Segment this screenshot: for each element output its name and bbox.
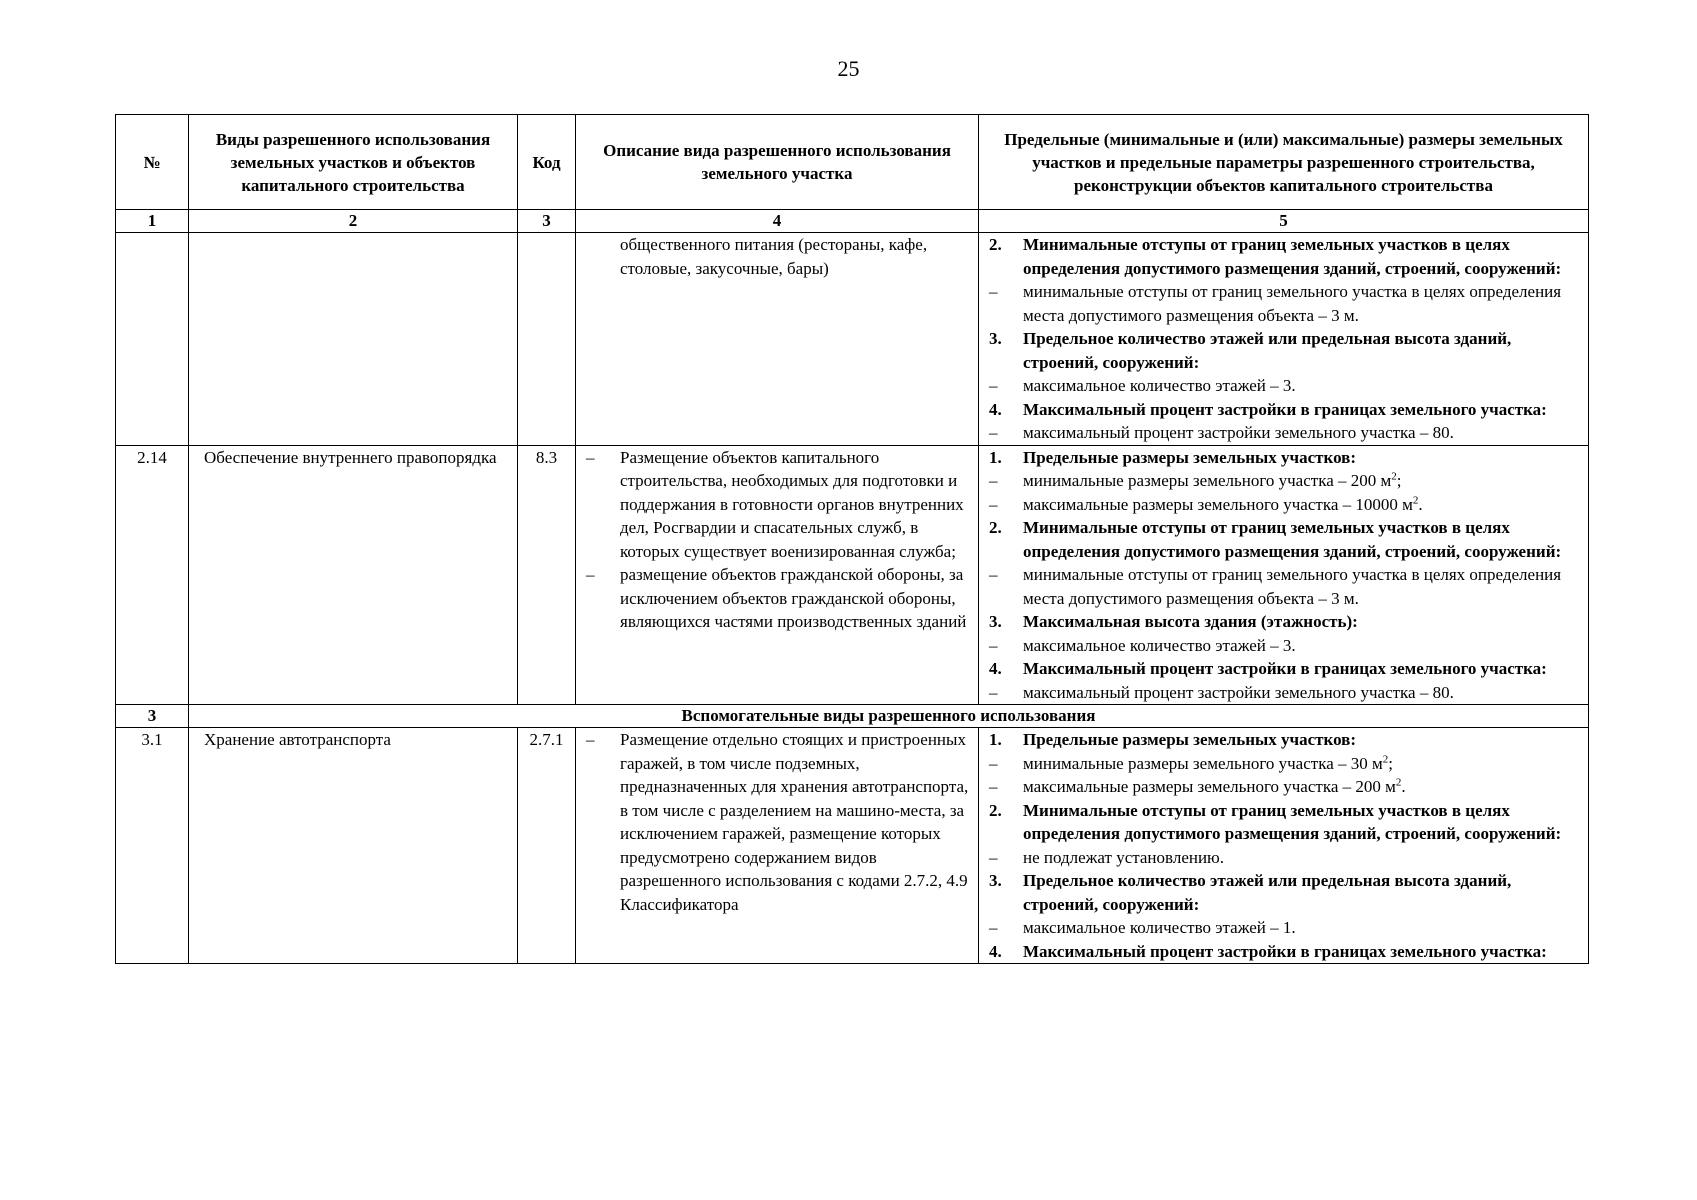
param-heading: 3. Предельное количество этажей или предельная высота зданий, строений, сооружений: — [989, 871, 1512, 914]
param-heading: 2. Минимальные отступы от границ земельных участков в целях определения допустимого размещения зданий, строений, сооружений: — [989, 518, 1562, 561]
page-number: 25 — [837, 56, 860, 81]
header-number: № — [116, 115, 189, 210]
column-number: 4 — [576, 210, 979, 233]
section-title: Вспомогательные виды разрешенного использования — [189, 705, 1589, 728]
description-item: – Размещение отдельно стоящих и пристроенных гаражей, в том числе подземных, предназначенных для хранения автотранспорта, в том числе с разделением на машино-места, за исключением гаражей, размещение которых предусмотрено содержанием видов разрешенного использования с кодами 2.7.2, 4.9 Классификатора — [576, 728, 970, 916]
row-code: 2.7.1 — [518, 728, 576, 964]
param-item: – максимальное количество этажей – 3. — [989, 635, 1296, 655]
table-row — [116, 728, 1589, 964]
row-number: 3.1 — [116, 728, 189, 964]
section-number: 3 — [116, 705, 189, 728]
param-heading: 2. Минимальные отступы от границ земельных участков в целях определения допустимого размещения зданий, строений, сооружений: — [989, 235, 1562, 278]
section-row — [116, 705, 1589, 728]
param-item: – максимальное количество этажей – 1. — [989, 918, 1296, 937]
column-number: 1 — [116, 210, 189, 233]
header-use-type: Виды разрешенного использования земельных участков и объектов капитального строительства — [189, 115, 518, 210]
row-description: общественного питания (рестораны, кафе, столовые, закусочные, бары) — [576, 233, 979, 446]
param-heading: 1. Предельные размеры земельных участков: — [989, 447, 1357, 467]
column-numbers-row — [116, 210, 1589, 233]
column-number: 2 — [189, 210, 518, 233]
description-item: – Размещение объектов капитального строительства, необходимых для подготовки и поддержания в готовности органов внутренних дел, Росгвардии и спасательных служб, в которых существует военизированная служба; — [576, 446, 970, 564]
param-item: – максимальное количество этажей – 3. — [989, 376, 1296, 395]
row-parameters — [979, 233, 1589, 446]
param-heading: 3. Предельное количество этажей или предельная высота зданий, строений, сооружений: — [989, 329, 1512, 372]
param-item: – минимальные отступы от границ земельного участка в целях определения места допустимого размещения объекта – 3 м. — [989, 282, 1562, 325]
param-heading: 4. Максимальный процент застройки в границах земельного участка: — [989, 659, 1547, 678]
row-use-type: Хранение автотранспорта — [189, 728, 518, 964]
table-header-row — [116, 115, 1589, 210]
param-heading: 1. Предельные размеры земельных участков: — [989, 730, 1357, 749]
header-code: Код — [518, 115, 576, 210]
row-parameters — [979, 445, 1589, 705]
param-heading: 4. Максимальный процент застройки в границах земельного участка: — [989, 399, 1547, 419]
param-item: – минимальные размеры земельного участка – 200 $м^2$; — [989, 470, 1402, 490]
row-code — [518, 233, 576, 446]
param-heading: 4. Максимальный процент застройки в границах земельного участка: — [989, 941, 1547, 961]
param-item: – минимальные отступы от границ земельного участка в целях определения места допустимого размещения объекта – 3 м. — [989, 565, 1562, 608]
column-number: 3 — [518, 210, 576, 233]
table-row — [116, 233, 1589, 446]
column-number: 5 — [979, 210, 1589, 233]
description-item: – размещение объектов гражданской обороны, за исключением объектов гражданской обороны, являющихся частями производственных зданий — [576, 563, 970, 634]
row-description — [576, 728, 979, 964]
header-description: Описание вида разрешенного использования земельного участка — [576, 115, 979, 210]
param-item: – максимальный процент застройки земельного участка – 80. — [989, 682, 1454, 702]
land-use-table — [115, 114, 1589, 964]
row-description — [576, 445, 979, 705]
header-parameters: Предельные (минимальные и (или) максимальные) размеры земельных участков и предельные параметры разрешенного строительства, реконструкции объектов капитального строительства — [979, 115, 1589, 210]
row-number — [116, 233, 189, 446]
param-item: – максимальный процент застройки земельного участка – 80. — [989, 423, 1454, 442]
param-item: – максимальные размеры земельного участка – 200 $м^2$. — [989, 776, 1406, 796]
row-number: 2.14 — [116, 445, 189, 705]
table-row — [116, 445, 1589, 705]
param-heading: 3. Максимальная высота здания (этажность): — [989, 612, 1358, 631]
param-item: – минимальные размеры земельного участка – 30 $м^2$; — [989, 752, 1393, 773]
row-code: 8.3 — [518, 445, 576, 705]
row-parameters — [979, 728, 1589, 964]
row-use-type: Обеспечение внутреннего правопорядка — [189, 445, 518, 705]
param-item: – не подлежат установлению. — [989, 847, 1225, 867]
param-item: – максимальные размеры земельного участка – 10000 $м^2$. — [989, 493, 1423, 514]
row-use-type — [189, 233, 518, 446]
param-heading: 2. Минимальные отступы от границ земельных участков в целях определения допустимого размещения зданий, строений, сооружений: — [989, 800, 1562, 843]
